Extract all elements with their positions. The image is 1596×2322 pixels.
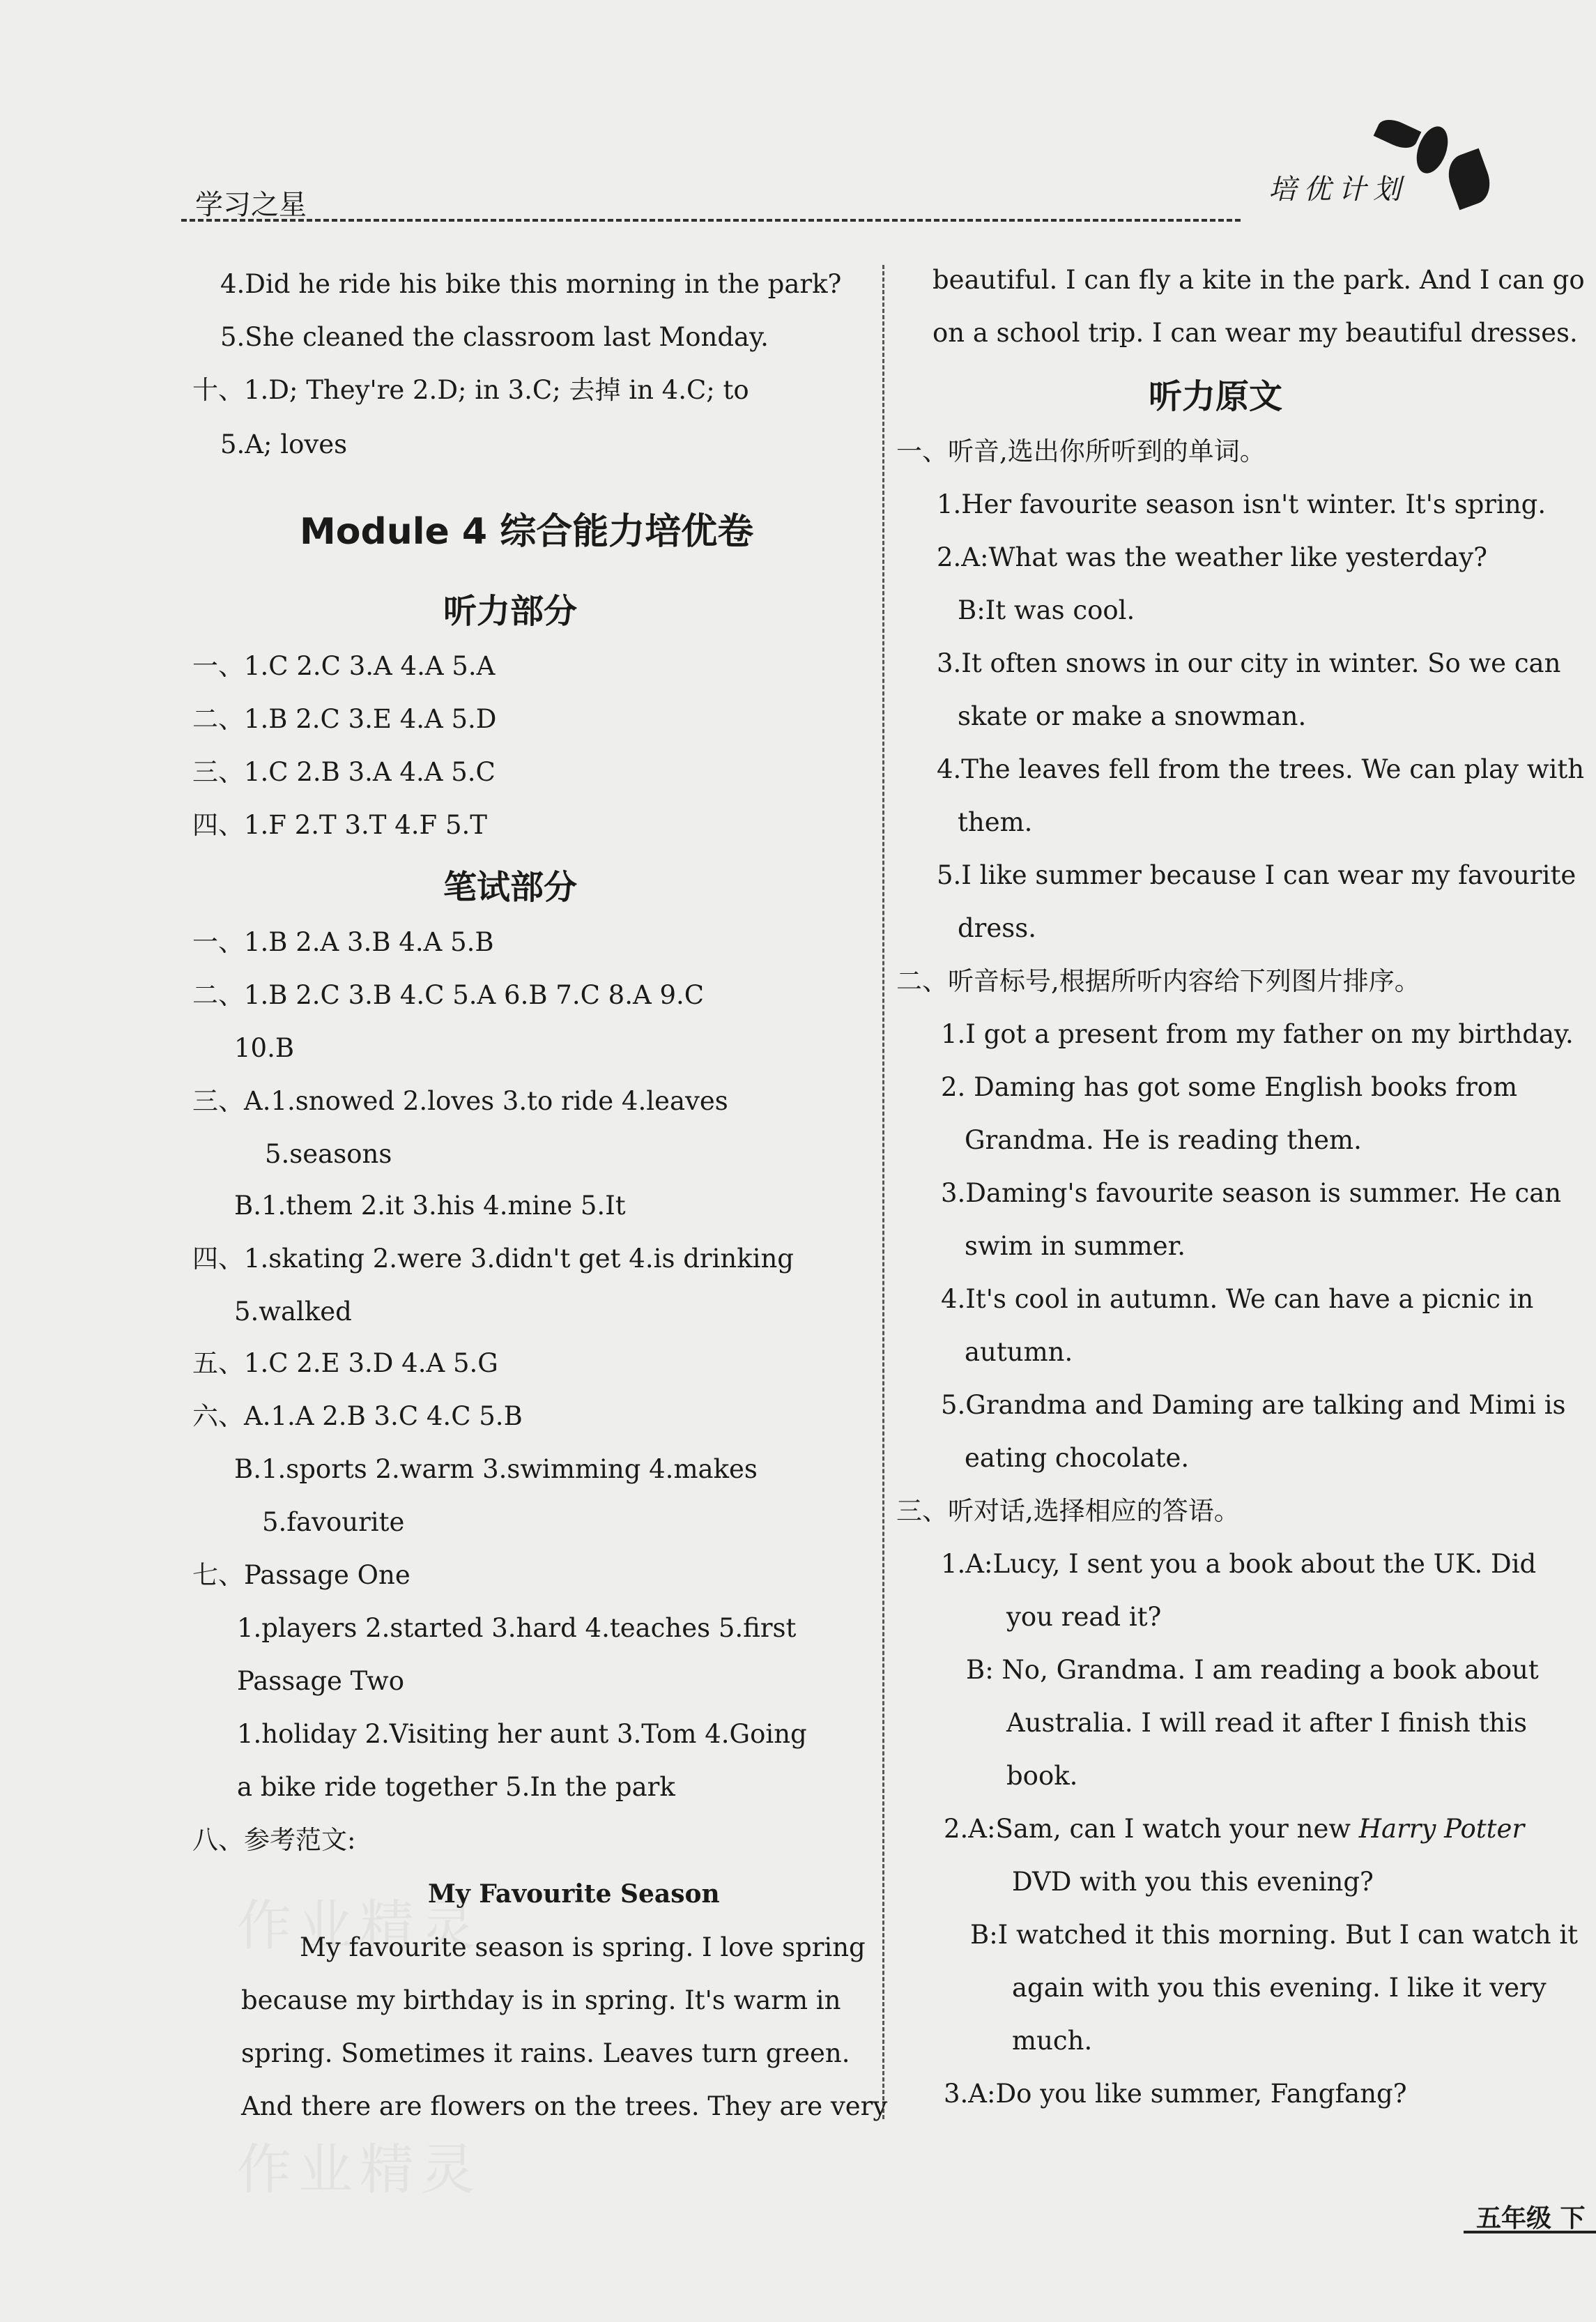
essay-line: spring. Sometimes it rains. Leaves turn green. bbox=[241, 2038, 850, 2068]
grade-label: 五年级 下 bbox=[1476, 2203, 1586, 2233]
answer-line: 一、1.B 2.A 3.B 4.A 5.B bbox=[192, 927, 494, 957]
watermark: 作业精灵 bbox=[237, 2139, 483, 2201]
transcript-line: 1.Her favourite season isn't winter. It's spring. bbox=[937, 489, 1547, 519]
transcript-line: book. bbox=[1006, 1761, 1078, 1791]
answer-line: B.1.them 2.it 3.his 4.mine 5.It bbox=[234, 1191, 626, 1221]
transcript-line: Grandma. He is reading them. bbox=[965, 1125, 1362, 1155]
answer-line: 10.B bbox=[234, 1033, 295, 1063]
transcript-line: beautiful. I can fly a kite in the park. And I can go bbox=[933, 265, 1585, 295]
transcript-line: much. bbox=[1012, 2026, 1093, 2056]
transcript-line: 2.A:What was the weather like yesterday? bbox=[937, 542, 1488, 572]
answer-line: 六、A.1.A 2.B 3.C 4.C 5.B bbox=[192, 1401, 523, 1431]
essay-title: My Favourite Season bbox=[428, 1879, 720, 1909]
transcript-line: eating chocolate. bbox=[965, 1443, 1190, 1473]
answer-line: 4.Did he ride his bike this morning in the park? bbox=[220, 269, 842, 299]
transcript-line: DVD with you this evening? bbox=[1012, 1867, 1374, 1897]
leaf-icon bbox=[1442, 148, 1496, 211]
answer-line: B.1.sports 2.warm 3.swimming 4.makes bbox=[234, 1454, 758, 1484]
essay-line: And there are flowers on the trees. They are very bbox=[241, 2091, 888, 2121]
transcript-line: you read it? bbox=[1006, 1602, 1162, 1632]
transcript-text: 2.A:Sam, can I watch your new bbox=[944, 1814, 1351, 1844]
essay-line: because my birthday is in spring. It's warm in bbox=[241, 1985, 841, 2015]
module-title: Module 4 综合能力培优卷 bbox=[300, 511, 754, 553]
answer-line: 二、1.B 2.C 3.E 4.A 5.D bbox=[192, 704, 497, 734]
transcript-line: swim in summer. bbox=[965, 1231, 1186, 1261]
transcript-line: autumn. bbox=[965, 1337, 1073, 1367]
transcript-line: 二、听音标号,根据所听内容给下列图片排序。 bbox=[896, 966, 1420, 996]
answer-line: 一、1.C 2.C 3.A 4.A 5.A bbox=[192, 651, 496, 681]
answer-line: 四、1.skating 2.were 3.didn't get 4.is drinking bbox=[192, 1244, 794, 1274]
brand-name: 培优计划 bbox=[1268, 174, 1408, 206]
answer-line: 七、Passage One bbox=[192, 1560, 410, 1590]
transcript-line: dress. bbox=[958, 913, 1037, 943]
essay-line: My favourite season is spring. I love spring bbox=[300, 1932, 866, 1962]
brand-logo bbox=[1227, 125, 1505, 223]
column-divider bbox=[882, 265, 884, 2119]
transcript-line: 3.A:Do you like summer, Fangfang? bbox=[944, 2079, 1407, 2109]
answer-line: Passage Two bbox=[237, 1666, 404, 1696]
transcript-line: 一、听音,选出你所听到的单词。 bbox=[896, 436, 1266, 466]
book-title: Harry Potter bbox=[1358, 1814, 1525, 1844]
transcript-line: 5.I like summer because I can wear my favourite bbox=[937, 860, 1576, 890]
answer-line: 二、1.B 2.C 3.B 4.C 5.A 6.B 7.C 8.A 9.C bbox=[192, 980, 705, 1010]
transcript-title: 听力原文 bbox=[1149, 377, 1283, 416]
transcript-line: 3.It often snows in our city in winter. So we can bbox=[937, 648, 1561, 678]
transcript-line: 4.The leaves fell from the trees. We can play with bbox=[937, 754, 1585, 784]
watermark: 作业精灵 bbox=[237, 1895, 483, 1957]
section-title-written: 笔试部分 bbox=[443, 868, 578, 907]
transcript-line: Australia. I will read it after I finish this bbox=[1006, 1708, 1528, 1738]
answer-line: 三、1.C 2.B 3.A 4.A 5.C bbox=[192, 757, 496, 787]
transcript-line: 5.Grandma and Daming are talking and Mimi is bbox=[941, 1390, 1566, 1420]
answer-line: 5.She cleaned the classroom last Monday. bbox=[220, 322, 769, 352]
transcript-line: B: No, Grandma. I am reading a book about bbox=[966, 1655, 1539, 1685]
transcript-line: 2. Daming has got some English books from bbox=[941, 1072, 1518, 1102]
answer-line: 1.holiday 2.Visiting her aunt 3.Tom 4.Going bbox=[237, 1719, 807, 1749]
transcript-line bbox=[944, 1814, 1524, 1844]
transcript-line: 三、听对话,选择相应的答语。 bbox=[896, 1496, 1240, 1526]
transcript-line: 3.Daming's favourite season is summer. He can bbox=[941, 1178, 1562, 1208]
transcript-line: them. bbox=[958, 807, 1033, 837]
answer-line: 5.walked bbox=[234, 1297, 352, 1327]
footer-rule bbox=[1464, 2231, 1596, 2233]
answer-line: a bike ride together 5.In the park bbox=[237, 1772, 675, 1802]
answer-line: 十、1.D; They're 2.D; in 3.C; 去掉 in 4.C; to bbox=[192, 375, 749, 405]
transcript-line: skate or make a snowman. bbox=[958, 701, 1307, 731]
series-name: 学习之星 bbox=[195, 189, 307, 221]
answer-line: 5.favourite bbox=[262, 1507, 405, 1537]
transcript-line: 4.It's cool in autumn. We can have a picnic in bbox=[941, 1284, 1534, 1314]
transcript-line: on a school trip. I can wear my beautiful dresses. bbox=[933, 318, 1578, 348]
answer-line: 5.A; loves bbox=[220, 429, 348, 459]
answer-line: 八、参考范文: bbox=[192, 1825, 356, 1855]
transcript-line: B:I watched it this morning. But I can watch it bbox=[970, 1920, 1579, 1950]
answer-line: 三、A.1.snowed 2.loves 3.to ride 4.leaves bbox=[192, 1086, 728, 1116]
answer-line: 1.players 2.started 3.hard 4.teaches 5.first bbox=[237, 1613, 797, 1643]
section-title-listening: 听力部分 bbox=[443, 592, 578, 631]
answer-line: 五、1.C 2.E 3.D 4.A 5.G bbox=[192, 1348, 498, 1378]
answer-line: 5.seasons bbox=[265, 1139, 392, 1169]
leaf-icon bbox=[1374, 114, 1422, 153]
transcript-line: again with you this evening. I like it very bbox=[1012, 1973, 1547, 2003]
transcript-line: B:It was cool. bbox=[958, 595, 1135, 625]
header-divider bbox=[181, 219, 1241, 222]
answer-line: 四、1.F 2.T 3.T 4.F 5.T bbox=[192, 810, 487, 840]
transcript-line: 1.I got a present from my father on my birthday. bbox=[941, 1019, 1574, 1049]
transcript-line: 1.A:Lucy, I sent you a book about the UK. Did bbox=[941, 1549, 1537, 1579]
